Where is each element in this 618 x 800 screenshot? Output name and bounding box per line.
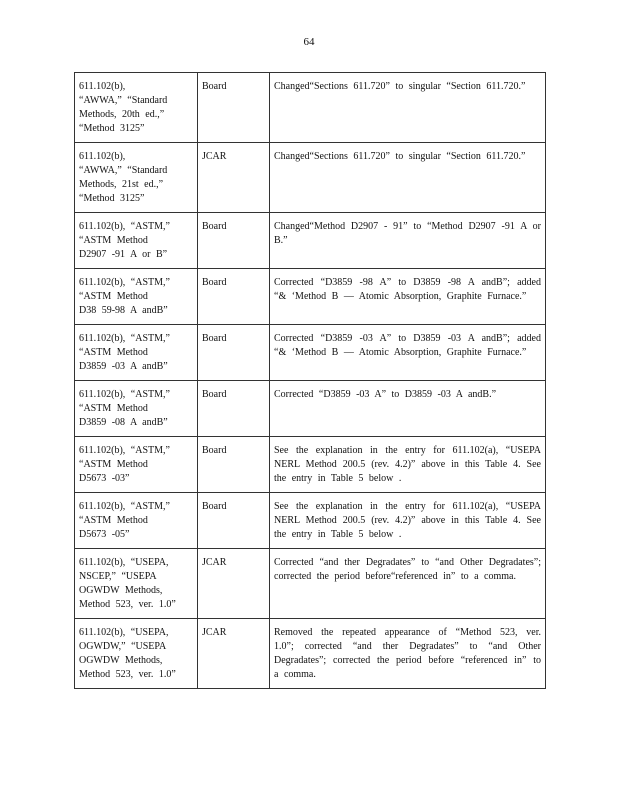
section-line: “ASTM Method bbox=[79, 347, 148, 358]
section-line: “ASTM Method bbox=[79, 235, 148, 246]
section-line: Methods, 21st ed.,” bbox=[79, 179, 164, 190]
section-line: Method 523, ver. 1.0” bbox=[79, 669, 176, 680]
description-cell: Removed the repeated appearance of “Method 523, ver. 1.0”; corrected “and ther Degradates” to “and Other Degradates”; corrected the period before “referenced in” to a comma. bbox=[270, 619, 546, 689]
section-line: 611.102(b), “ASTM,” bbox=[79, 501, 170, 512]
section-line: NSCEP,” “USEPA bbox=[79, 571, 157, 582]
section-line: “ASTM Method bbox=[79, 515, 148, 526]
section-line: 611.102(b), “USEPA, bbox=[79, 557, 169, 568]
section-line: 611.102(b), “ASTM,” bbox=[79, 389, 170, 400]
table-row bbox=[75, 549, 546, 619]
section-line: 611.102(b), “ASTM,” bbox=[79, 333, 170, 344]
table-row bbox=[75, 213, 546, 269]
table-row bbox=[75, 143, 546, 213]
section-line: D2907 -91 A or B” bbox=[79, 249, 168, 260]
table-row bbox=[75, 493, 546, 549]
description-cell: Corrected “and ther Degradates” to “and Other Degradates”; corrected the period before“referenced in” to a comma. bbox=[270, 549, 546, 619]
amendments-table-body bbox=[75, 73, 546, 689]
description-cell: See the explanation in the entry for 611.102(a), “USEPA NERL Method 200.5 (rev. 4.2)” above in this Table 4. See the entry in Table 5 below . bbox=[270, 437, 546, 493]
source-cell: JCAR bbox=[198, 549, 270, 619]
section-line: 611.102(b), “ASTM,” bbox=[79, 445, 170, 456]
section-cell bbox=[75, 381, 198, 437]
source-cell: JCAR bbox=[198, 619, 270, 689]
table-row bbox=[75, 325, 546, 381]
section-line: “AWWA,” “Standard bbox=[79, 165, 168, 176]
section-cell bbox=[75, 493, 198, 549]
section-line: “Method 3125” bbox=[79, 193, 145, 204]
section-line: D3859 -03 A andB” bbox=[79, 361, 168, 372]
section-cell bbox=[75, 549, 198, 619]
section-line: OGWDW Methods, bbox=[79, 585, 163, 596]
section-line: 611.102(b), bbox=[79, 151, 126, 162]
section-cell bbox=[75, 143, 198, 213]
source-cell: Board bbox=[198, 493, 270, 549]
section-line: “AWWA,” “Standard bbox=[79, 95, 168, 106]
section-line: OGWDW,” “USEPA bbox=[79, 641, 167, 652]
section-line: 611.102(b), “USEPA, bbox=[79, 627, 169, 638]
source-cell: Board bbox=[198, 325, 270, 381]
description-cell: Changed“Method D2907 - 91” to “Method D2907 -91 A or B.” bbox=[270, 213, 546, 269]
table-row bbox=[75, 381, 546, 437]
section-line: D3859 -08 A andB” bbox=[79, 417, 168, 428]
source-cell: Board bbox=[198, 213, 270, 269]
description-cell: Changed“Sections 611.720” to singular “Section 611.720.” bbox=[270, 143, 546, 213]
table-row bbox=[75, 269, 546, 325]
description-cell: Corrected “D3859 -03 A” to D3859 -03 A andB”; added “& ‘Method B — Atomic Absorption, Graphite Furnace.” bbox=[270, 325, 546, 381]
section-line: OGWDW Methods, bbox=[79, 655, 163, 666]
section-cell bbox=[75, 619, 198, 689]
source-cell: Board bbox=[198, 437, 270, 493]
source-cell: Board bbox=[198, 269, 270, 325]
section-cell bbox=[75, 213, 198, 269]
section-line: D5673 -03” bbox=[79, 473, 130, 484]
section-line: 611.102(b), “ASTM,” bbox=[79, 277, 170, 288]
section-line: 611.102(b), bbox=[79, 81, 126, 92]
table-row bbox=[75, 619, 546, 689]
section-line: 611.102(b), “ASTM,” bbox=[79, 221, 170, 232]
section-cell bbox=[75, 269, 198, 325]
section-line: Method 523, ver. 1.0” bbox=[79, 599, 176, 610]
table-row bbox=[75, 437, 546, 493]
description-cell: See the explanation in the entry for 611.102(a), “USEPA NERL Method 200.5 (rev. 4.2)” above in this Table 4. See the entry in Table 5 below . bbox=[270, 493, 546, 549]
section-line: “ASTM Method bbox=[79, 291, 148, 302]
page-number: 64 bbox=[303, 36, 315, 48]
description-cell: Changed“Sections 611.720” to singular “Section 611.720.” bbox=[270, 73, 546, 143]
table-row bbox=[75, 73, 546, 143]
section-cell bbox=[75, 437, 198, 493]
amendments-table bbox=[74, 72, 546, 689]
section-cell bbox=[75, 325, 198, 381]
source-cell: JCAR bbox=[198, 143, 270, 213]
source-cell: Board bbox=[198, 73, 270, 143]
section-line: D38 59-98 A andB” bbox=[79, 305, 168, 316]
section-line: “ASTM Method bbox=[79, 403, 148, 414]
description-cell: Corrected “D3859 -98 A” to D3859 -98 A andB”; added “& ‘Method B — Atomic Absorption, Graphite Furnace.” bbox=[270, 269, 546, 325]
section-line: Methods, 20th ed.,” bbox=[79, 109, 165, 120]
source-cell: Board bbox=[198, 381, 270, 437]
section-line: “ASTM Method bbox=[79, 459, 148, 470]
description-cell: Corrected “D3859 -03 A” to D3859 -03 A andB.” bbox=[270, 381, 546, 437]
section-line: “Method 3125” bbox=[79, 123, 145, 134]
section-cell bbox=[75, 73, 198, 143]
section-line: D5673 -05” bbox=[79, 529, 130, 540]
